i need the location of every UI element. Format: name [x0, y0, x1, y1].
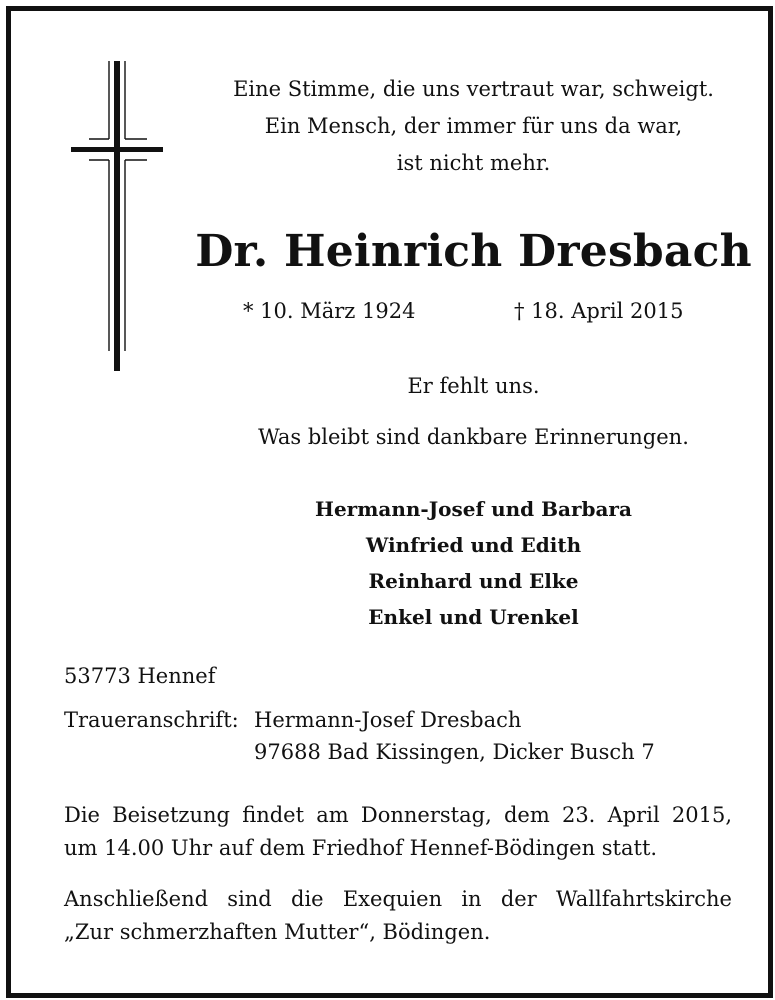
- family-list: [181, 491, 766, 635]
- death-date: † 18. April 2015: [514, 299, 684, 323]
- memorial-verse: [201, 71, 746, 182]
- paragraph-line: um 14.00 Uhr auf dem Friedhof Hennef-Bödingen statt.: [64, 836, 658, 860]
- verse-line: Eine Stimme, die uns vertraut war, schweigt.: [233, 77, 714, 101]
- paragraph-line: Die Beisetzung findet am Donnerstag, dem 23. April 2015,: [64, 803, 732, 827]
- address-line: Hermann-Josef Dresbach: [254, 708, 522, 732]
- verse-line: ist nicht mehr.: [396, 151, 551, 175]
- place: 53773 Hennef: [64, 664, 216, 688]
- family-member: Reinhard und Elke: [368, 569, 579, 593]
- deceased-name: Dr. Heinrich Dresbach: [195, 226, 752, 277]
- paragraph-line: Anschließend sind die Exequien in der Wallfahrtskirche: [64, 887, 732, 911]
- exequies-info: [64, 883, 732, 949]
- obituary-frame: [6, 6, 773, 998]
- paragraph-line: „Zur schmerzhaften Mutter“, Bödingen.: [64, 920, 491, 944]
- mourning-address: [254, 704, 655, 768]
- address-label: Traueranschrift:: [64, 708, 239, 732]
- message-line: Er fehlt uns.: [407, 374, 540, 398]
- family-member: Enkel und Urenkel: [368, 605, 579, 629]
- verse-line: Ein Mensch, der immer für uns da war,: [264, 114, 683, 138]
- family-member: Winfried und Edith: [365, 533, 582, 557]
- birth-date: * 10. März 1924: [243, 299, 416, 323]
- burial-info: [64, 799, 732, 865]
- family-member: Hermann-Josef und Barbara: [315, 497, 632, 521]
- cross-icon: [71, 61, 163, 371]
- message-line: Was bleibt sind dankbare Erinnerungen.: [258, 425, 689, 449]
- address-line: 97688 Bad Kissingen, Dicker Busch 7: [254, 740, 655, 764]
